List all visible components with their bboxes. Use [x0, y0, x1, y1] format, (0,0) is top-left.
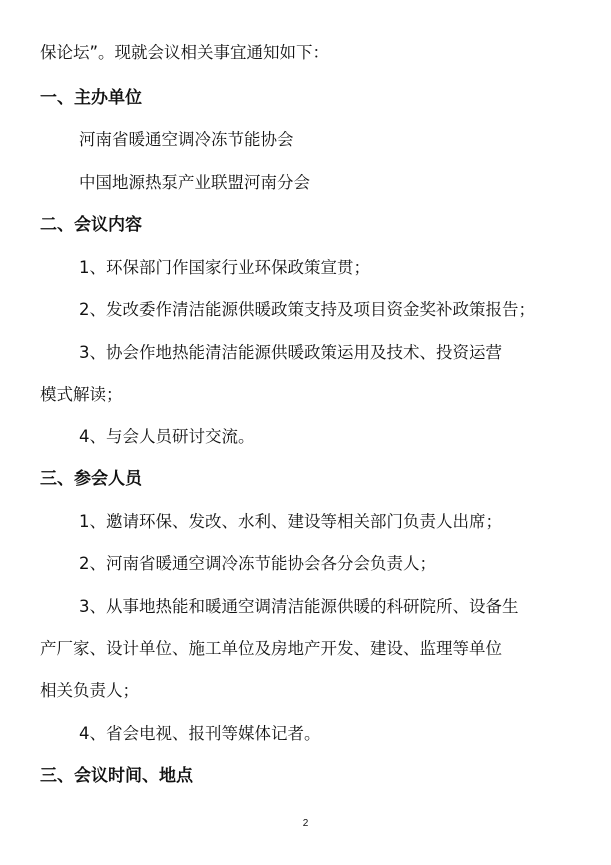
- attendee-item-continuation: 相关负责人；: [40, 681, 139, 700]
- content-item-continuation: 模式解读；: [40, 385, 123, 404]
- section-heading-organizers: 一、主办单位: [40, 88, 142, 108]
- page-number: 2: [302, 818, 309, 829]
- attendee-item: 4、省会电视、报刊等媒体记者。: [79, 724, 321, 743]
- content-item: 3、协会作地热能清洁能源供暖政策运用及技术、投资运营: [79, 343, 502, 362]
- attendee-item: 1、邀请环保、发改、水利、建设等相关部门负责人出席；: [79, 512, 502, 531]
- intro-paragraph-tail: 保论坛”。现就会议相关事宜通知如下：: [40, 43, 330, 62]
- organizer-item: 河南省暖通空调冷冻节能协会: [79, 130, 294, 149]
- content-item: 4、与会人员研讨交流。: [79, 427, 255, 446]
- section-heading-content: 二、会议内容: [40, 215, 142, 235]
- attendee-item: 2、河南省暖通空调冷冻节能协会各分会负责人；: [79, 554, 436, 573]
- section-heading-time-location: 三、会议时间、地点: [40, 766, 193, 786]
- content-item: 2、发改委作清洁能源供暖政策支持及项目资金奖补政策报告；: [79, 300, 535, 319]
- content-item: 1、环保部门作国家行业环保政策宣贯；: [79, 258, 370, 277]
- section-heading-attendees: 三、参会人员: [40, 469, 142, 489]
- attendee-item: 3、从事地热能和暖通空调清洁能源供暖的科研院所、设备生: [79, 597, 519, 616]
- attendee-item-continuation: 产厂家、设计单位、施工单位及房地产开发、建设、监理等单位: [40, 639, 502, 658]
- organizer-item: 中国地源热泵产业联盟河南分会: [79, 173, 310, 192]
